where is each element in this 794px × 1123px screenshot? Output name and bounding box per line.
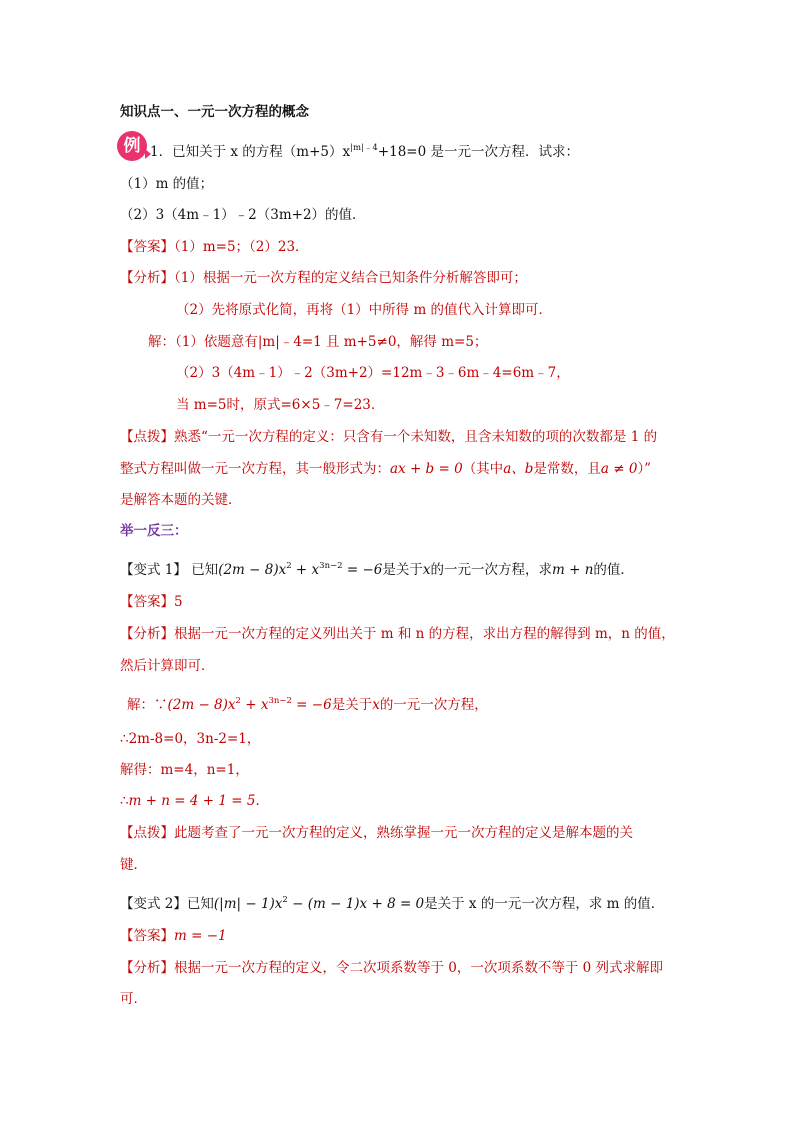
question-exponent: |m|﹣4 (350, 143, 378, 153)
variant-1-sol-post2: 的一元一次方程， (379, 697, 488, 713)
analysis-text-1: （1）根据一元一次方程的定义结合已知条件分析解答即可； (174, 270, 527, 286)
variant-1-math-a: (2m − 8)x (218, 562, 287, 578)
variant-1-tag: 【变式 1】 (120, 562, 187, 578)
variant-1-var: x (422, 562, 431, 578)
variant-1-tip-1 (120, 823, 633, 843)
question-part-2: （2）3（4m﹣1）﹣2（3m+2）的值． (120, 207, 366, 223)
variant-1-answer-tag: 【答案】 (120, 594, 174, 610)
answer-text: （1）m=5；（2）23． (174, 239, 309, 255)
variant-1-step-3-end: ． (255, 793, 269, 809)
tip-tag: 【点拨】 (120, 429, 174, 445)
variant-1-solution (127, 691, 488, 715)
variant-1-step-3-therefore: ∴ (120, 793, 129, 809)
variant-1-math-c: = −6 (342, 562, 383, 578)
variant-1-tip-text-1: 此题考查了一元一次方程的定义，熟练掌握一元一次方程的定义是解本题的关 (174, 825, 633, 841)
variant-1-answer (120, 592, 183, 612)
variant-2-analysis-2: 可． (120, 991, 147, 1007)
tip-text-2b: （其中 (462, 461, 504, 477)
tip-text-1: 熟悉“一元一次方程的定义：只含有一个未知数，且含未知数的项的次数都是 1 的 (174, 429, 658, 445)
tip-line-2 (120, 459, 651, 479)
question-text-post: +18=0 是一元一次方程．试求： (377, 144, 579, 160)
variant-2-answer-tag: 【答案】 (120, 928, 174, 944)
variant-2-answer (120, 926, 227, 946)
variant-1-answer-text: 5 (174, 594, 183, 610)
variant-1-sol-post: 是关于 (331, 697, 373, 713)
variant-1-text-pre: 已知 (191, 562, 219, 578)
practice-title: 举一反三： (120, 523, 188, 539)
variant-2-math-a: (|m| − 1)x (213, 896, 283, 912)
variant-2-exp-a: 2 (282, 895, 288, 905)
variant-2-text-pre: 已知 (186, 896, 214, 912)
analysis-tag: 【分析】 (120, 270, 174, 286)
variant-1-step-1: ∴2m-8=0，3n-2=1， (120, 731, 261, 747)
variant-2-tag: 【变式 2】 (120, 896, 187, 912)
variant-1-analysis-text-1: 根据一元一次方程的定义列出关于 m 和 n 的方程，求出方程的解得到 m，n 的值， (174, 626, 675, 642)
tip-text-2a: 整式方程叫做一元一次方程，其一般形式为： (120, 461, 390, 477)
variant-1-math-d: m + n (552, 562, 594, 578)
solution-line-1: 解：（1）依题意有|m|﹣4=1 且 m+5≠0，解得 m=5； (148, 334, 488, 350)
variant-1-sol-pre: 解：∵ (127, 697, 168, 713)
variant-1-question (120, 556, 634, 580)
variant-1-tip-tag: 【点拨】 (120, 825, 174, 841)
variant-1-sol-var: x (372, 697, 380, 713)
answer-tag: 【答案】 (120, 239, 174, 255)
example-badge-icon: 例 (117, 131, 147, 161)
variant-1-sol-math-a: (2m − 8)x (167, 697, 236, 713)
example-analysis-1 (120, 268, 527, 288)
solution-line-3: 当 m=5时，原式=6×5﹣7=23． (176, 397, 385, 413)
tip-text-2d: 是常数，且 (533, 461, 601, 477)
tip-math-general-form: ax + b = 0 (390, 461, 463, 477)
variant-1-sol-math-c: = −6 (291, 697, 332, 713)
question-text-pre: 1．已知关于 x 的方程（m+5）x (150, 144, 351, 160)
solution-line-2: （2）3（4m﹣1）﹣2（3m+2）=12m﹣3﹣6m﹣4=6m﹣7， (176, 365, 570, 381)
tip-line-3: 是解答本题的关键． (120, 492, 242, 508)
variant-1-exp-b: 3n−2 (319, 561, 343, 571)
example-analysis-2: （2）先将原式化简，再将（1）中所得 m 的值代入计算即可． (176, 302, 553, 318)
variant-1-tip-2: 键． (120, 857, 147, 873)
variant-1-step-2: 解得：m=4，n=1， (120, 762, 249, 778)
tip-math-a-nonzero: a ≠ 0 (600, 461, 638, 477)
variant-1-analysis-2: 然后计算即可． (120, 658, 215, 674)
variant-2-analysis-tag: 【分析】 (120, 960, 174, 976)
variant-1-sol-math-b: + x (240, 697, 269, 713)
variant-1-step-3-math: m + n = 4 + 1 = 5 (128, 793, 256, 809)
variant-1-exp-a: 2 (286, 561, 292, 571)
variant-1-text-post: 的值． (593, 562, 634, 578)
variant-2-text-post: 是关于 x 的一元一次方程，求 m 的值． (424, 896, 665, 912)
variant-2-analysis-text-1: 根据一元一次方程的定义，令二次项系数等于 0，一次项系数不等于 0 列式求解即 (174, 960, 664, 976)
section-title: 知识点一、一元一次方程的概念 (120, 104, 309, 120)
variant-1-sol-exp-a: 2 (235, 696, 241, 706)
variant-1-text-mid: 是关于 (382, 562, 423, 578)
variant-2-answer-math: m = −1 (174, 928, 227, 944)
variant-1-sol-exp-b: 3n−2 (268, 696, 292, 706)
example-question (150, 138, 579, 162)
variant-1-analysis-tag: 【分析】 (120, 626, 174, 642)
variant-1-step-3 (120, 791, 269, 811)
variant-1-math-b: + x (291, 562, 320, 578)
variant-1-analysis-1 (120, 624, 675, 644)
tip-line-1 (120, 427, 657, 447)
variant-2-analysis-1 (120, 958, 663, 978)
tip-text-2f: ）” (637, 461, 652, 477)
variant-2-math-b: − (m − 1)x + 8 = 0 (287, 896, 425, 912)
question-part-1: （1）m 的值； (120, 176, 214, 192)
tip-math-ab: a、b (503, 461, 534, 477)
variant-1-text-mid2: 的一元一次方程，求 (430, 562, 552, 578)
variant-2-question (120, 890, 664, 914)
example-answer (120, 237, 309, 257)
